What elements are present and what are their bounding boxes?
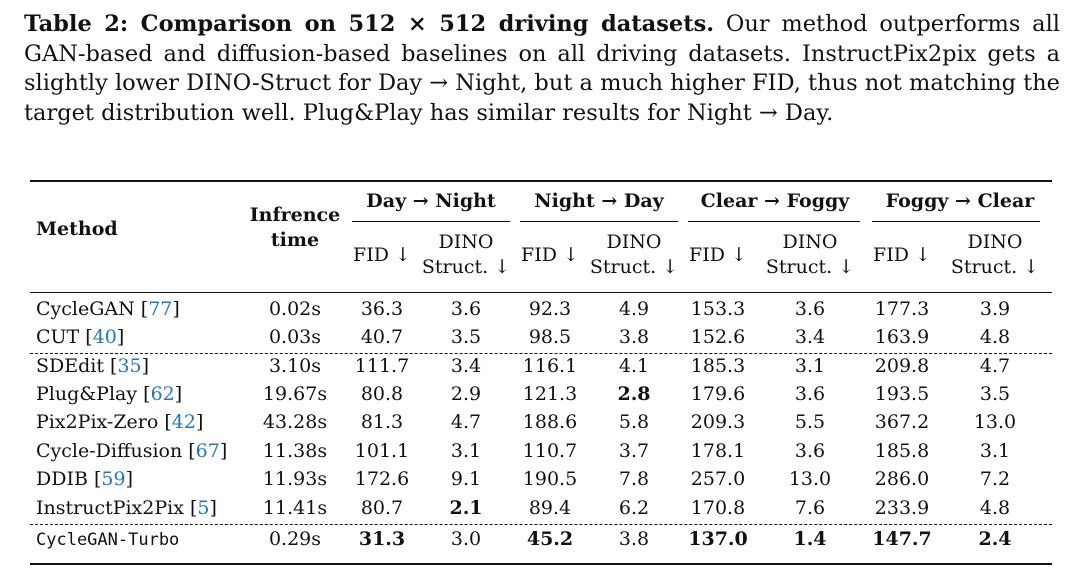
inference-time: 0.02s bbox=[268, 298, 322, 320]
dino-value: 3.5 bbox=[979, 383, 1011, 405]
fid-value: 92.3 bbox=[528, 298, 572, 320]
header-bottom-rule bbox=[30, 292, 1052, 293]
dino-value: 2.1 bbox=[449, 497, 483, 519]
fid-value: 257.0 bbox=[690, 468, 746, 490]
citation[interactable]: [67] bbox=[182, 440, 228, 462]
inference-time: 11.38s bbox=[262, 440, 328, 462]
method-header: Method bbox=[36, 218, 118, 240]
fid-header-2: FID ↓ bbox=[521, 244, 579, 266]
caption-lead: Table 2: Comparison on 512 × 512 driving datasets. bbox=[24, 11, 715, 37]
fid-value: 193.5 bbox=[874, 383, 930, 405]
inference-time: 0.29s bbox=[268, 528, 322, 550]
fid-value: 163.9 bbox=[874, 326, 930, 348]
dino-value: 4.8 bbox=[979, 326, 1011, 348]
dino-value: 3.4 bbox=[450, 355, 482, 377]
dino-value: 3.0 bbox=[450, 528, 482, 550]
citation-link[interactable]: 40 bbox=[92, 326, 117, 348]
citation[interactable]: [35] bbox=[104, 355, 150, 377]
fid-header-4: FID ↓ bbox=[873, 244, 931, 266]
fid-value: 80.7 bbox=[360, 497, 404, 519]
method-label: CycleGAN bbox=[36, 298, 135, 320]
citation[interactable]: [62] bbox=[137, 383, 183, 405]
fid-value: 233.9 bbox=[874, 497, 930, 519]
fid-value: 286.0 bbox=[874, 468, 930, 490]
fid-value: 111.7 bbox=[354, 355, 410, 377]
citation[interactable]: [59] bbox=[87, 468, 133, 490]
dino-value: 13.0 bbox=[973, 411, 1017, 433]
dashed-separator-gan-diffusion bbox=[30, 353, 1052, 354]
method-label: CUT bbox=[36, 326, 80, 348]
fid-header-3: FID ↓ bbox=[689, 244, 747, 266]
inference-time: 43.28s bbox=[262, 411, 328, 433]
method-name bbox=[36, 355, 149, 377]
dino-value: 4.7 bbox=[979, 355, 1011, 377]
dino-header-2a: DINO bbox=[606, 231, 662, 253]
dino-value: 3.1 bbox=[450, 440, 482, 462]
dino-header-4a: DINO bbox=[967, 231, 1023, 253]
inference-time: 0.03s bbox=[268, 326, 322, 348]
fid-value: 177.3 bbox=[874, 298, 930, 320]
citation-link[interactable]: 62 bbox=[150, 383, 175, 405]
fid-value: 101.1 bbox=[354, 440, 410, 462]
inference-time: 11.41s bbox=[262, 497, 328, 519]
method-label: SDEdit bbox=[36, 355, 104, 377]
dino-value: 3.1 bbox=[794, 355, 826, 377]
dino-value: 3.6 bbox=[794, 298, 826, 320]
dino-value: 3.9 bbox=[979, 298, 1011, 320]
group-rule-clear-foggy bbox=[688, 221, 860, 222]
method-name bbox=[36, 440, 227, 462]
fid-value: 45.2 bbox=[526, 528, 574, 550]
dino-value: 4.1 bbox=[618, 355, 650, 377]
dashed-separator-ours bbox=[30, 524, 1052, 525]
citation-link[interactable]: 67 bbox=[195, 440, 220, 462]
method-name bbox=[36, 326, 124, 348]
fid-value: 31.3 bbox=[358, 528, 406, 550]
fid-value: 98.5 bbox=[528, 326, 572, 348]
fid-value: 152.6 bbox=[690, 326, 746, 348]
citation-link[interactable]: 42 bbox=[171, 411, 196, 433]
dino-value: 3.6 bbox=[794, 440, 826, 462]
fid-value: 89.4 bbox=[528, 497, 572, 519]
dino-value: 9.1 bbox=[450, 468, 482, 490]
fid-value: 188.6 bbox=[522, 411, 578, 433]
fid-value: 178.1 bbox=[690, 440, 746, 462]
citation-link[interactable]: 77 bbox=[148, 298, 173, 320]
group-rule-day-night bbox=[352, 221, 510, 222]
fid-value: 185.8 bbox=[874, 440, 930, 462]
dino-header-4b: Struct. ↓ bbox=[950, 256, 1040, 278]
method-name bbox=[36, 298, 180, 320]
dino-value: 5.5 bbox=[794, 411, 826, 433]
table-caption bbox=[24, 10, 1060, 128]
dino-value: 7.8 bbox=[618, 468, 650, 490]
group-header-clear-foggy: Clear → Foggy bbox=[700, 190, 850, 212]
fid-value: 81.3 bbox=[360, 411, 404, 433]
fid-value: 147.7 bbox=[872, 528, 932, 550]
fid-value: 367.2 bbox=[874, 411, 930, 433]
citation[interactable]: [40] bbox=[79, 326, 125, 348]
fid-value: 190.5 bbox=[522, 468, 578, 490]
dino-value: 5.8 bbox=[618, 411, 650, 433]
dino-value: 3.5 bbox=[450, 326, 482, 348]
fid-value: 116.1 bbox=[522, 355, 578, 377]
caption-body: Our method outperforms all GAN-based and diffusion-based baselines on all driving datasets. InstructPix2pix gets a slightly lower DINO-Struct for Day → Night, but a much higher FID, thus not matching the target distribution well. Plug&Play has similar results for Night → Day. bbox=[24, 11, 1060, 126]
dino-header-3b: Struct. ↓ bbox=[765, 256, 855, 278]
fid-value: 179.6 bbox=[690, 383, 746, 405]
table-top-rule bbox=[30, 180, 1052, 182]
dino-header-3a: DINO bbox=[782, 231, 838, 253]
group-rule-foggy-clear bbox=[872, 221, 1040, 222]
method-label: Plug&Play bbox=[36, 383, 138, 405]
dino-value: 2.9 bbox=[450, 383, 482, 405]
fid-value: 209.8 bbox=[874, 355, 930, 377]
dino-value: 2.4 bbox=[978, 528, 1012, 550]
dino-value: 13.0 bbox=[788, 468, 832, 490]
method-name bbox=[36, 528, 179, 550]
dino-value: 3.6 bbox=[794, 383, 826, 405]
fid-value: 80.8 bbox=[360, 383, 404, 405]
fid-value: 110.7 bbox=[522, 440, 578, 462]
fid-value: 121.3 bbox=[522, 383, 578, 405]
time-header-line1: Infrence bbox=[249, 204, 341, 226]
dino-value: 7.6 bbox=[794, 497, 826, 519]
dino-value: 4.7 bbox=[450, 411, 482, 433]
dino-header-1a: DINO bbox=[438, 231, 494, 253]
fid-value: 170.8 bbox=[690, 497, 746, 519]
citation[interactable]: [42] bbox=[158, 411, 204, 433]
table-bottom-rule bbox=[30, 563, 1052, 565]
fid-value: 40.7 bbox=[360, 326, 404, 348]
inference-time: 11.93s bbox=[262, 468, 328, 490]
fid-header-1: FID ↓ bbox=[353, 244, 411, 266]
citation-link[interactable]: 5 bbox=[197, 497, 210, 519]
method-label: DDIB bbox=[36, 468, 88, 490]
fid-value: 185.3 bbox=[690, 355, 746, 377]
group-header-night-day: Night → Day bbox=[534, 190, 664, 212]
dino-value: 3.6 bbox=[450, 298, 482, 320]
group-header-day-night: Day → Night bbox=[366, 190, 496, 212]
method-name bbox=[36, 497, 217, 519]
method-name bbox=[36, 383, 182, 405]
group-header-foggy-clear: Foggy → Clear bbox=[885, 190, 1035, 212]
method-label: Cycle-Diffusion bbox=[36, 440, 183, 462]
dino-value: 3.1 bbox=[979, 440, 1011, 462]
dino-value: 1.4 bbox=[793, 528, 827, 550]
dino-value: 4.8 bbox=[979, 497, 1011, 519]
dino-header-2b: Struct. ↓ bbox=[589, 256, 679, 278]
method-label: Pix2Pix-Zero bbox=[36, 411, 159, 433]
dino-value: 7.2 bbox=[979, 468, 1011, 490]
dino-value: 6.2 bbox=[618, 497, 650, 519]
fid-value: 153.3 bbox=[690, 298, 746, 320]
dino-value: 3.8 bbox=[618, 326, 650, 348]
dino-header-1b: Struct. ↓ bbox=[421, 256, 511, 278]
fid-value: 209.3 bbox=[690, 411, 746, 433]
dino-value: 3.4 bbox=[794, 326, 826, 348]
method-name bbox=[36, 411, 203, 433]
citation-link[interactable]: 35 bbox=[117, 355, 142, 377]
method-name bbox=[36, 468, 133, 490]
dino-value: 3.7 bbox=[618, 440, 650, 462]
citation-link[interactable]: 59 bbox=[101, 468, 126, 490]
inference-time: 3.10s bbox=[268, 355, 322, 377]
dino-value: 3.8 bbox=[618, 528, 650, 550]
dino-value: 4.9 bbox=[618, 298, 650, 320]
fid-value: 172.6 bbox=[354, 468, 410, 490]
dino-value: 2.8 bbox=[617, 383, 651, 405]
citation[interactable]: [77] bbox=[134, 298, 180, 320]
method-label: CycleGAN-Turbo bbox=[36, 530, 180, 550]
citation[interactable]: [5] bbox=[183, 497, 217, 519]
inference-time: 19.67s bbox=[262, 383, 328, 405]
fid-value: 137.0 bbox=[688, 528, 748, 550]
method-label: InstructPix2Pix bbox=[36, 497, 184, 519]
time-header-line2: time bbox=[270, 229, 320, 251]
fid-value: 36.3 bbox=[360, 298, 404, 320]
group-rule-night-day bbox=[520, 221, 678, 222]
